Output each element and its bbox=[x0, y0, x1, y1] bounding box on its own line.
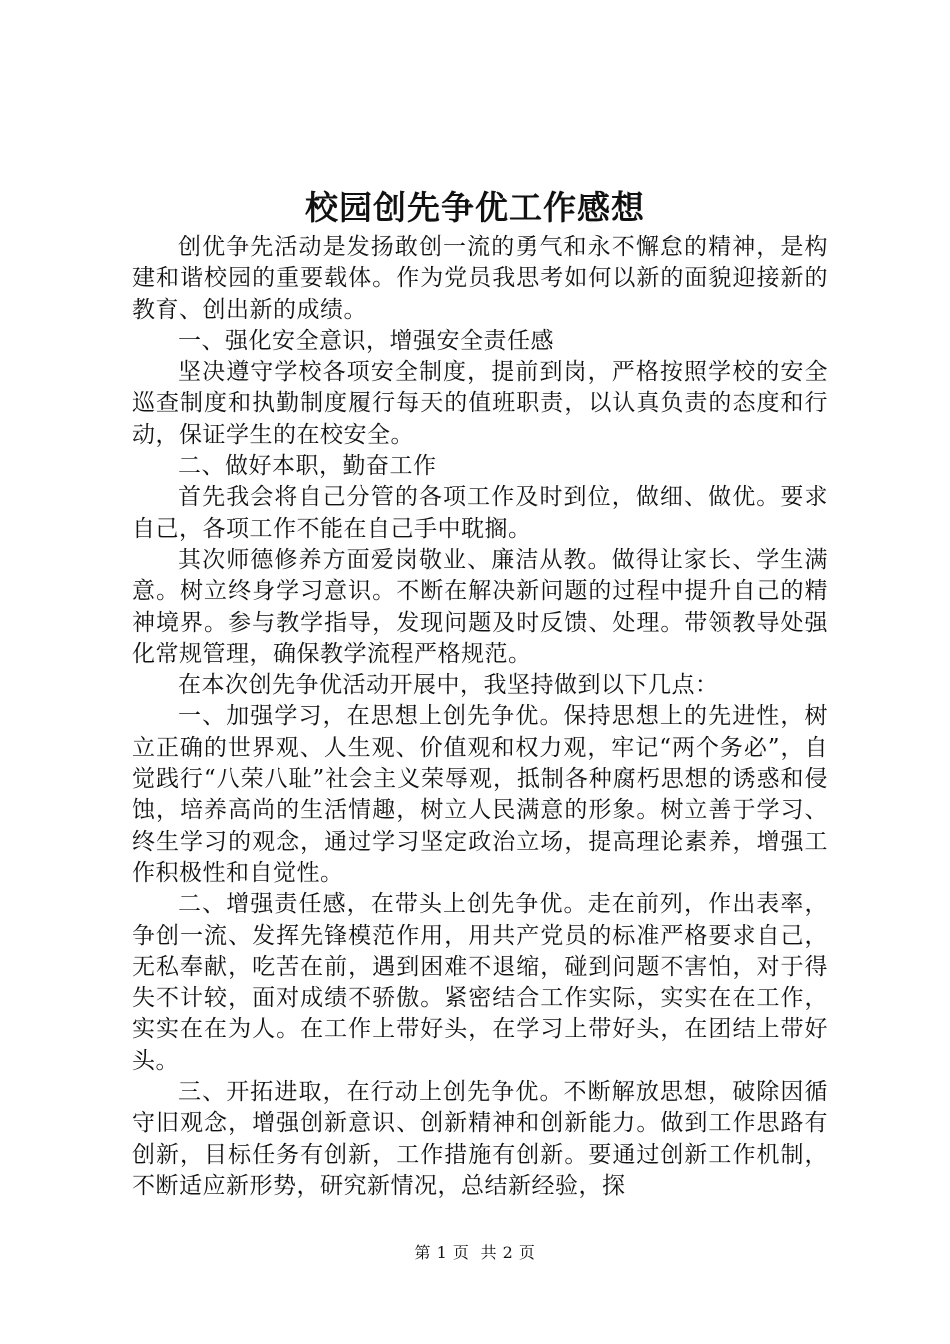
page-footer bbox=[0, 1242, 950, 1264]
paragraph: 在本次创先争优活动开展中，我坚持做到以下几点： bbox=[178, 672, 719, 699]
page-number: 第 1 页 共 2 页 bbox=[414, 1243, 536, 1262]
paragraph: 创优争先活动是发扬敢创一流的勇气和永不懈怠的精神，是构建和谐校园的重要载体。作为党员我思考如何以新的面貌迎接新的教育、创出新的成绩。 bbox=[132, 234, 828, 323]
paragraph: 一、加强学习，在思想上创先争优。保持思想上的先进性，树立正确的世界观、人生观、价值观和权力观，牢记“两个务必”，自觉践行“八荣八耻”社会主义荣辱观，抵制各种腐朽思想的诱惑和侵蚀，培养高尚的生活情趣，树立人民满意的形象。树立善于学习、终生学习的观念，通过学习坚定政治立场，提高理论素养，增强工作积极性和自觉性。 bbox=[132, 703, 828, 886]
paragraph: 三、开拓进取，在行动上创先争优。不断解放思想，破除因循守旧观念，增强创新意识、创新精神和创新能力。做到工作思路有创新，目标任务有创新，工作措施有创新。要通过创新工作机制，不断适应新形势，研究新情况，总结新经验，探 bbox=[132, 1079, 828, 1199]
paragraph: 首先我会将自己分管的各项工作及时到位，做细、做优。要求自己，各项工作不能在自己手中耽搁。 bbox=[132, 484, 828, 542]
paragraph: 其次师德修养方面爱岗敬业、廉洁从教。做得让家长、学生满意。树立终身学习意识。不断在解决新问题的过程中提升自己的精神境界。参与教学指导，发现问题及时反馈、处理。带领教导处强化常规管理，确保教学流程严格规范。 bbox=[132, 546, 828, 667]
paragraph: 坚决遵守学校各项安全制度，提前到岗，严格按照学校的安全巡查制度和执勤制度履行每天的值班职责，以认真负责的态度和行动，保证学生的在校安全。 bbox=[132, 359, 828, 448]
section-heading: 二、做好本职，勤奋工作 bbox=[178, 453, 437, 480]
document-body bbox=[132, 232, 828, 1202]
document-title: 校园创先争优工作感想 bbox=[305, 188, 645, 227]
paragraph: 二、增强责任感，在带头上创先争优。走在前列，作出表率，争创一流、发挥先锋模范作用，用共产党员的标准严格要求自己，无私奉献，吃苦在前，遇到困难不退缩，碰到问题不害怕，对于得失不计较，面对成绩不骄傲。紧密结合工作实际，实实在在工作，实实在在为人。在工作上带好头，在学习上带好头，在团结上带好头。 bbox=[132, 891, 828, 1074]
section-heading: 一、强化安全意识，增强安全责任感 bbox=[178, 327, 554, 354]
